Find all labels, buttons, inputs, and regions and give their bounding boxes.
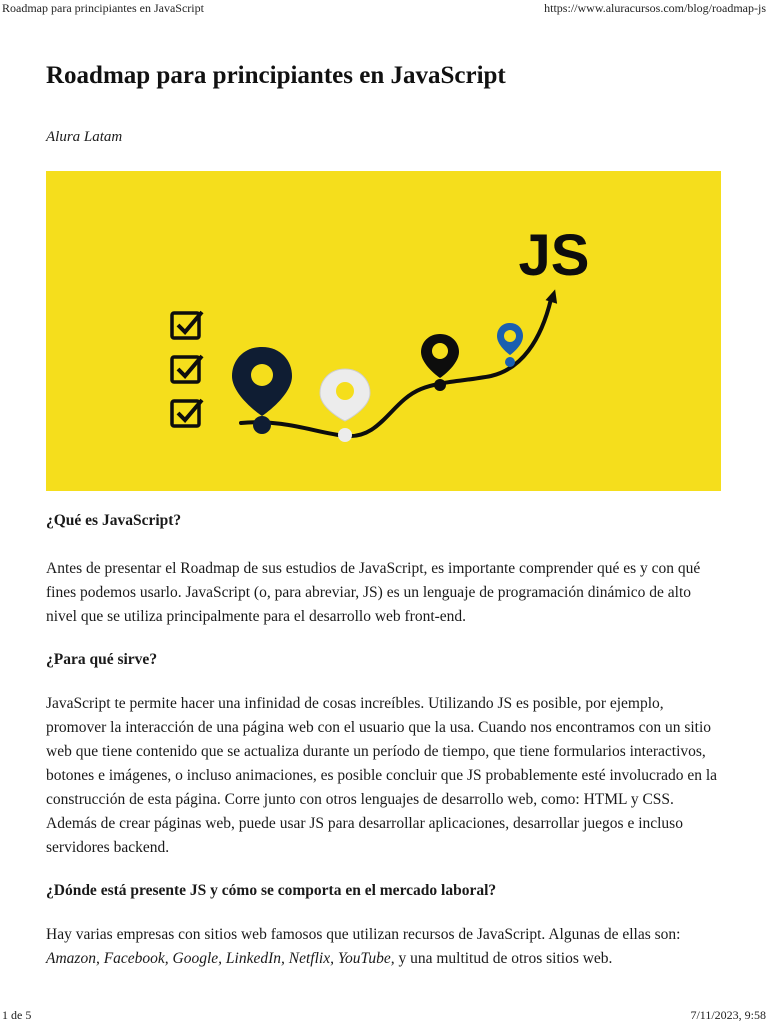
section-paragraph-donde <box>46 923 722 971</box>
section-paragraph-que-es: Antes de presentar el Roadmap de sus estudios de JavaScript, es importante comprender qué es y con qué fines podemos usarlo. JavaScript (o, para abreviar, JS) es un lenguaje de programación dinámico de alto nivel que se utiliza principalmente para el desarrollo web front-end. <box>46 560 701 625</box>
article <box>46 60 722 971</box>
section-heading-que-es: ¿Qué es JavaScript? <box>46 512 182 529</box>
section-heading-donde: ¿Dónde está presente JS y cómo se comporta en el mercado laboral? <box>46 882 497 899</box>
print-header <box>0 0 768 16</box>
page-title: Roadmap para principiantes en JavaScript <box>46 62 506 89</box>
page-number: 1 de 5 <box>2 1008 32 1022</box>
author-name: Alura Latam <box>46 129 123 145</box>
hero-image <box>46 171 721 491</box>
paragraph-intro: Hay varias empresas con sitios web famosos que utilizan recursos de JavaScript. Algunas de ellas son: <box>46 926 681 943</box>
arrow-head-icon <box>545 288 559 304</box>
print-url[interactable]: https://www.aluracursos.com/blog/roadmap-js <box>544 1 766 15</box>
checklist-icon <box>172 312 202 426</box>
print-timestamp: 7/11/2023, 9:58 <box>690 1008 766 1022</box>
company-list: Amazon, Facebook, Google, LinkedIn, Netflix, YouTube, <box>46 950 395 967</box>
paragraph-outro: y una multitud de otros sitios web. <box>394 950 613 967</box>
js-logo-text: JS <box>518 223 590 288</box>
location-pin-icon <box>232 347 292 434</box>
roadmap-illustration <box>46 171 721 491</box>
section-paragraph-para-que: JavaScript te permite hacer una infinidad de cosas increíbles. Utilizando JS es posible, por ejemplo, promover la interacción de una página web con el usuario que la usa. Cuando nos encontramos con un sitio web que tiene contenido que se actualiza durante un período de tiempo, que tiene formularios interactivos, botones e imágenes, o incluso animaciones, es posible concluir que JS probablemente esté involucrado en la construcción de esta página. Corre junto con otros lenguajes de desarrollo web, como: HTML y CSS. Además de crear páginas web, puede usar JS para desarrollar aplicaciones, desarrollar juegos e incluso servidores backend. <box>46 695 718 856</box>
print-tab-title: Roadmap para principiantes en JavaScript <box>2 1 204 15</box>
print-footer <box>0 1008 768 1024</box>
section-heading-para-que: ¿Para qué sirve? <box>46 651 158 668</box>
